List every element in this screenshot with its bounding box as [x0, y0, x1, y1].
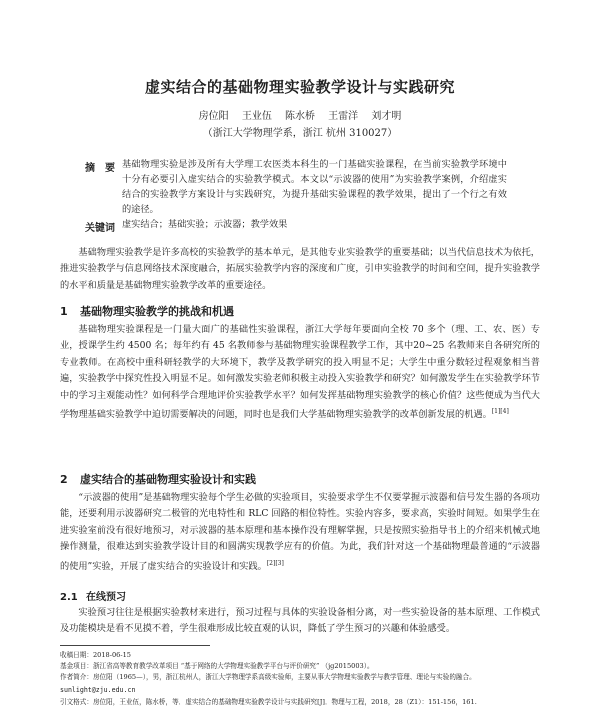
section-2-title: 虚实结合的基础物理实验设计和实践 — [80, 473, 256, 486]
section-2-citation: [2][3] — [266, 559, 284, 567]
footnote-author: 作者简介：房位阳（1965—），男，浙江杭州人，浙江大学物理学系高级实验师，主要从事大学物理实验教学与教学管理、理论与实验的融合。 — [60, 673, 476, 681]
section-2-1-title: 在线预习 — [86, 592, 126, 603]
paper-title: 虚实结合的基础物理实验教学设计与实践研究 — [144, 78, 455, 96]
footnote-divider — [60, 645, 210, 646]
abstract-text: 基础物理实验是涉及所有大学理工农医类本科生的一门基础实验课程，在当前实验教学环境中十分有必要引入虚实结合的实验教学模式。本文以“示波器的使用”为实验教学案例，介绍虚实结合的实验教学方案设计与实践研究，为提升基础实验课程的教学效果，提出了一个行之有效的途径。 — [122, 159, 507, 215]
section-1-title: 基础物理实验教学的挑战和机遇 — [80, 305, 234, 318]
section-2-1-paragraph: 实验预习往往是根据实验教材来进行，预习过程与具体的实验设备相分离，对一些实验设备的基本原理、工作模式及功能模块是看不见摸不着，学生很难形成比较直观的认识，降低了学生预习的兴趣和体验感受。 — [60, 607, 540, 635]
section-1-citation: [1][4] — [491, 408, 509, 416]
abstract-label: 摘 要 — [85, 163, 115, 174]
footnote-citation: 引文格式：房位阳，王业伍，陈水桥，等．虚实结合的基础物理实验教学设计与实践研究[J]．物理与工程，2018，28（Z1）：151-156，161. — [60, 698, 477, 706]
section-1-paragraph — [60, 322, 540, 424]
intro-paragraph: 基础物理实验教学是许多高校的实验教学的基本单元，是其他专业实验教学的重要基础；以当代信息技术为依托，推进实验教学与信息网络技术深度融合，拓展实验教学内容的深度和广度，引申实验教学的时间和空间，提升实验教学的水平和质量是基础物理实验教学改革的重要途径。 — [60, 247, 540, 291]
paper-affiliation: （浙江大学物理学系，浙江 杭州 310027） — [202, 128, 398, 139]
section-2-1-number: 2.1 — [60, 592, 78, 603]
footnote-received: 收稿日期：2018-06-15 — [60, 651, 131, 659]
section-2-text: “示波器的使用”是基础物理实验每个学生必做的实验项目，实验要求学生不仅要掌握示波器和信号发生器的各项功能，还要利用示波器研究二极管的光电特性和 RLC 回路的相位特性。实验内容多，要求高，实验时间短。如果学生在进实验室前没有很好地预习，对示波器的基本原理和基本操作没有理解掌握，只是按照实验指导书上的介绍来机械式地操作测量，很难达到实验教学设计目的和圆满实现教学应有的价值。为此，我们针对这一个基础物理最普通的“示波器的使用”实验，开展了虚实结合的实验设计和实践。 — [60, 492, 540, 572]
keywords-text: 虚实结合；基础实验；示波器；教学效果 — [122, 219, 288, 230]
section-1-number: 1 — [60, 305, 68, 318]
section-2-heading — [60, 471, 256, 487]
footnote-email: sunlight@zju.edu.cn — [60, 686, 136, 694]
keywords-label: 关键词 — [85, 223, 115, 234]
footnote-fund: 基金项目：浙江省高等教育教学改革项目 “基于网络的大学物理实验教学平台与评价研究” （jg2015003）。 — [60, 662, 374, 670]
section-2-1-heading — [60, 588, 126, 603]
section-2-paragraph — [60, 490, 540, 575]
section-1-text: 基础物理实验课程是一门量大面广的基础性实验课程，浙江大学每年要面向全校 70 多个（理、工、农、医）专业，授课学生约 4500 名；每年约有 45 名教师参与基础物理实验课程教学工作，其中20~25 名教师来自各研究所的专业教师。在高校中重科研轻教学的大环境下，教学及教学研究的投入明显不足；大学生中重分数轻过程观象相当普遍，实验教学中探究性投入明显不足。如何激发实验老师积极主动投入实验教学和研究？如何激发学生在实验教学环节中的学习主观能动性？如何科学合理地评价实验教学水平？如何发挥基础物理实验教学的核心价值？这些便成为当代大学物理基础实验教学中迫切需要解决的问题，同时也是我们大学基础物理实验教学的改革创新发展的机遇。 — [60, 324, 540, 421]
section-2-number: 2 — [60, 473, 68, 486]
paper-authors: 房位阳 王业伍 陈水桥 王雷洋 刘才明 — [198, 111, 402, 122]
section-1-heading — [60, 303, 234, 319]
